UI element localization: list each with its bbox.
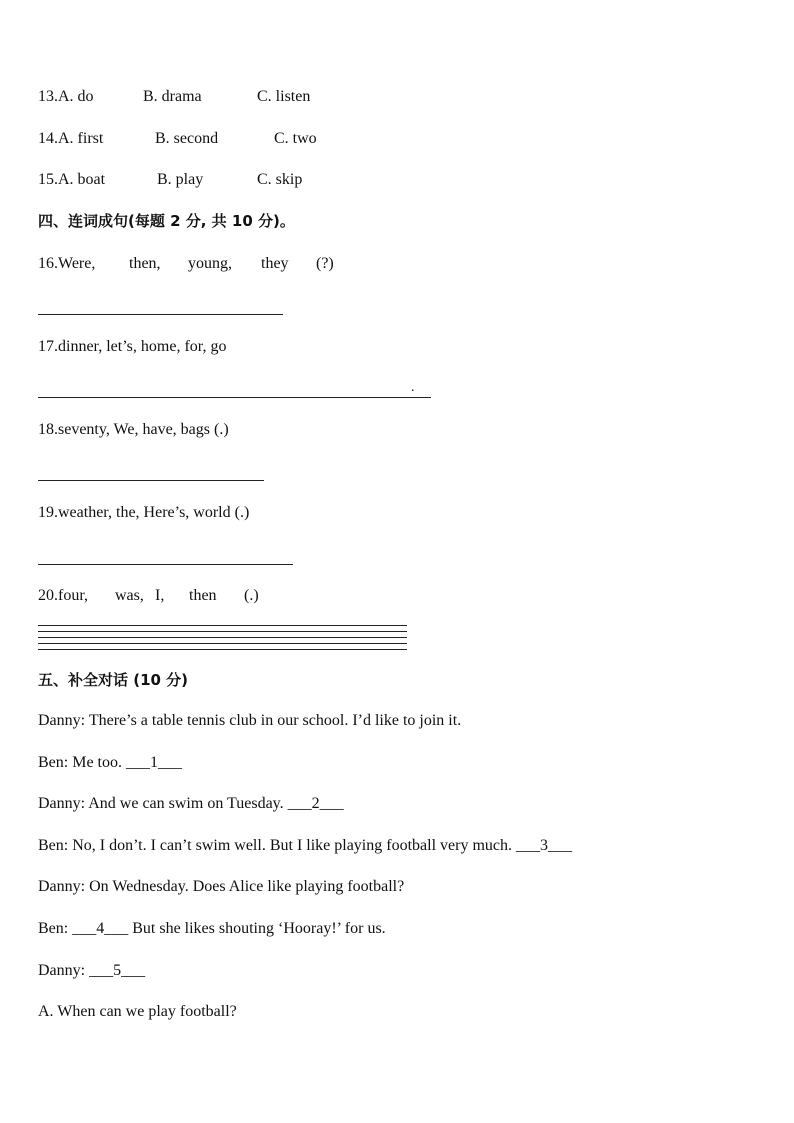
option-a: A. first: [58, 130, 104, 147]
dialogue-line-6: [38, 919, 386, 939]
option-a-sentence: A. When can we play football?: [38, 1003, 237, 1020]
option-b: B. second: [155, 130, 219, 147]
speaker: Danny:: [38, 712, 86, 729]
question-19: [38, 503, 249, 523]
speaker: Ben:: [38, 754, 69, 771]
answer-line-20e[interactable]: [38, 649, 407, 650]
word: (?): [316, 255, 334, 272]
question-13: [38, 87, 310, 107]
option-b: B. play: [157, 171, 204, 188]
answer-blank-2[interactable]: ___2___: [287, 795, 344, 812]
answer-line-20b[interactable]: [38, 631, 407, 632]
answer-line-18[interactable]: [38, 480, 264, 481]
answer-blank-1[interactable]: ___1___: [126, 754, 182, 771]
speaker: Ben:: [38, 837, 69, 854]
word: four,: [58, 587, 89, 604]
answer-blank-3[interactable]: ___3___: [516, 837, 572, 854]
answer-line-20c[interactable]: [38, 637, 407, 638]
answer-line-17[interactable]: [38, 397, 431, 398]
option-c: C. skip: [257, 171, 303, 188]
dialogue-text: And we can swim on Tuesday.: [88, 795, 284, 812]
question-15: [38, 170, 302, 190]
speaker: Ben:: [38, 920, 69, 937]
word-list: weather, the, Here’s, world (.): [58, 504, 250, 521]
dialogue-line-2: [38, 753, 182, 773]
question-20: [38, 586, 259, 606]
question-17: [38, 337, 226, 357]
question-number: 15.: [38, 171, 58, 188]
question-number: 14.: [38, 130, 58, 147]
speaker: Danny:: [38, 795, 86, 812]
question-18: [38, 420, 229, 440]
answer-line-19[interactable]: [38, 564, 293, 565]
word: (.): [244, 587, 259, 604]
word: Were,: [58, 255, 96, 272]
question-number: 18.: [38, 421, 58, 438]
dialogue-line-7: [38, 961, 145, 981]
option-a: A. boat: [58, 171, 106, 188]
dialogue-text: There’s a table tennis club in our school. I’d like to join it.: [88, 712, 462, 729]
dialogue-text: On Wednesday. Does Alice like playing football?: [89, 878, 405, 895]
option-c: C. two: [274, 130, 317, 147]
word: then,: [129, 255, 161, 272]
word: I,: [155, 587, 165, 604]
question-14: [38, 129, 317, 149]
word: they: [261, 255, 289, 272]
dialogue-line-4: [38, 836, 572, 856]
option-c: C. listen: [257, 88, 311, 105]
word: young,: [188, 255, 232, 272]
dialogue-line-5: [38, 877, 404, 897]
option-a: A. do: [58, 88, 94, 105]
dialogue-line-3: [38, 794, 344, 814]
word-list: seventy, We, have, bags (.): [58, 421, 229, 438]
dialogue-text: Me too.: [72, 754, 122, 771]
end-mark: .: [411, 380, 415, 395]
speaker: Danny:: [38, 962, 86, 979]
word: then: [189, 587, 217, 604]
answer-blank-4[interactable]: ___4___: [72, 920, 129, 937]
word: was,: [115, 587, 144, 604]
dialogue-line-1: [38, 711, 461, 731]
question-number: 17.: [38, 338, 58, 355]
dialogue-text: No, I don’t. I can’t swim well. But I like playing football very much.: [72, 837, 512, 854]
section-4-heading: 四、连词成句(每题 2 分, 共 10 分)。: [38, 212, 295, 230]
question-number: 19.: [38, 504, 58, 521]
answer-blank-5[interactable]: ___5___: [89, 962, 146, 979]
section-5-heading: 五、补全对话 (10 分): [38, 671, 189, 689]
question-number: 16.: [38, 255, 58, 272]
option-b: B. drama: [143, 88, 202, 105]
answer-line-20a[interactable]: [38, 625, 407, 626]
question-16: [38, 254, 334, 274]
answer-line-20d[interactable]: [38, 643, 407, 644]
question-number: 20.: [38, 587, 58, 604]
dialogue-text: But she likes shouting ‘Hooray!’ for us.: [132, 920, 386, 937]
answer-line-16[interactable]: [38, 314, 283, 315]
question-number: 13.: [38, 88, 58, 105]
word-list: dinner, let’s, home, for, go: [58, 338, 227, 355]
speaker: Danny:: [38, 878, 86, 895]
